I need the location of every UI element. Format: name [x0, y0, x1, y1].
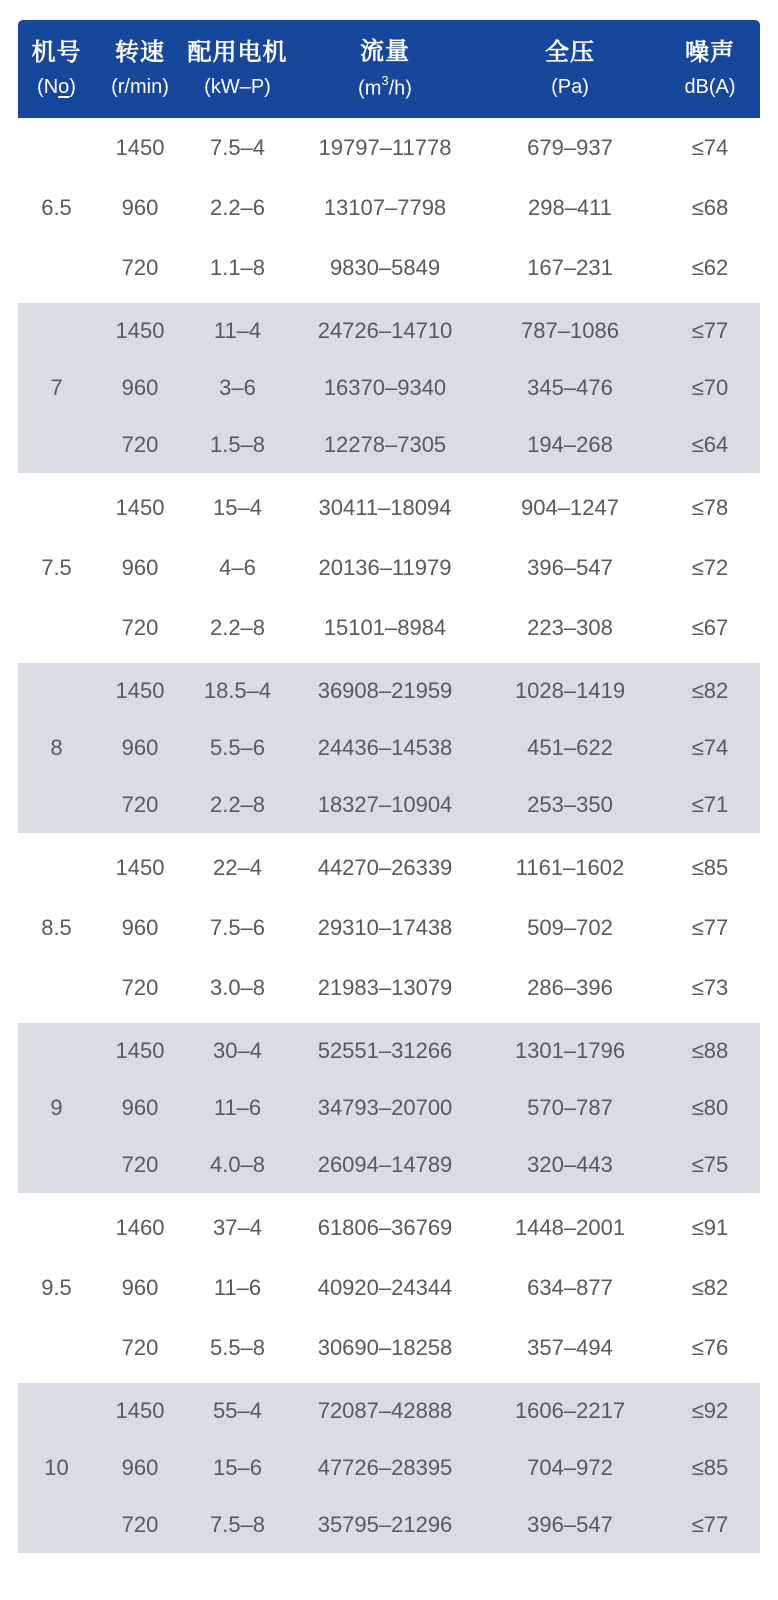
column-title: 配用电机 [187, 39, 288, 66]
cell-noise: ≤92 [691, 1398, 729, 1424]
table-row [95, 958, 760, 1018]
cell-noise: ≤82 [691, 1275, 729, 1300]
cell-flow: 30411–18094 [318, 495, 452, 520]
table-row [95, 1318, 760, 1378]
table-row [95, 360, 760, 417]
table-row [95, 720, 760, 777]
cell-noise: ≤85 [691, 855, 729, 880]
column-header-flow [290, 37, 480, 100]
cell-pressure: 1161–1602 [515, 855, 625, 880]
fan-size-number: 8.5 [41, 915, 72, 940]
cell-motor: 11–6 [213, 1095, 262, 1120]
cell-noise: ≤85 [691, 1455, 729, 1480]
cell-speed: 1450 [115, 135, 165, 160]
cell-speed: 960 [121, 375, 159, 400]
cell-pressure: 396–547 [527, 1511, 613, 1537]
cell-motor: 11–6 [213, 1275, 262, 1300]
cell-speed: 1460 [115, 1215, 165, 1240]
cell-noise: ≤70 [691, 375, 729, 400]
cell-pressure: 223–308 [527, 615, 613, 640]
column-title: 机号 [31, 39, 82, 66]
table-row [95, 1496, 760, 1553]
cell-motor: 3–6 [219, 375, 256, 400]
fan-size-group [18, 298, 760, 478]
cell-noise: ≤80 [691, 1095, 729, 1120]
cell-speed: 720 [121, 1151, 159, 1177]
cell-speed: 1450 [115, 1398, 165, 1424]
fan-size-group [18, 1018, 760, 1198]
cell-motor: 5.5–8 [209, 1335, 266, 1360]
table-row [95, 178, 760, 238]
cell-noise: ≤64 [691, 431, 729, 457]
cell-motor: 15–6 [213, 1455, 262, 1480]
table-row [95, 1023, 760, 1080]
cell-pressure: 787–1086 [521, 318, 619, 344]
cell-speed: 720 [121, 791, 159, 817]
group-rows [95, 118, 760, 298]
cell-speed: 1450 [115, 318, 165, 344]
table-row [95, 1383, 760, 1440]
table-row [95, 238, 760, 298]
cell-speed: 960 [121, 1095, 159, 1120]
cell-pressure: 451–622 [527, 735, 613, 760]
cell-flow: 52551–31266 [317, 1038, 453, 1064]
cell-flow: 24726–14710 [317, 318, 453, 344]
cell-noise: ≤62 [691, 255, 729, 280]
cell-motor: 2.2–8 [209, 791, 266, 817]
cell-speed: 1450 [115, 495, 165, 520]
fan-size-group [18, 658, 760, 838]
cell-pressure: 1606–2217 [514, 1398, 626, 1424]
cell-pressure: 704–972 [527, 1455, 613, 1480]
table-body [18, 118, 760, 1558]
cell-flow: 40920–24344 [317, 1275, 453, 1300]
cell-noise: ≤68 [691, 195, 729, 220]
cell-speed: 1450 [115, 678, 165, 704]
cell-motor: 11–4 [213, 318, 262, 344]
cell-noise: ≤91 [691, 1215, 729, 1240]
cell-speed: 720 [121, 431, 159, 457]
cell-speed: 1450 [115, 1038, 165, 1064]
cell-noise: ≤76 [691, 1335, 729, 1360]
cell-flow: 19797–11778 [318, 135, 452, 160]
cell-motor: 55–4 [213, 1398, 262, 1424]
column-title: 流量 [360, 37, 410, 65]
column-title: 转速 [115, 39, 165, 66]
cell-flow: 36908–21959 [317, 678, 453, 704]
cell-pressure: 357–494 [527, 1335, 613, 1360]
fan-spec-table [18, 20, 760, 1558]
cell-speed: 960 [121, 735, 159, 760]
cell-pressure: 509–702 [527, 915, 613, 940]
cell-flow: 15101–8984 [323, 615, 447, 640]
column-unit: dB(A) [684, 76, 736, 98]
cell-noise: ≤75 [691, 1151, 729, 1177]
table-row [95, 598, 760, 658]
cell-motor: 4.0–8 [209, 1151, 266, 1177]
cell-speed: 720 [121, 975, 159, 1000]
column-header-pressure [480, 41, 660, 97]
cell-speed: 960 [121, 195, 159, 220]
column-unit: (No) [37, 76, 76, 98]
cell-pressure: 253–350 [527, 791, 613, 817]
column-unit: (r/min) [111, 76, 169, 98]
cell-speed: 720 [121, 1511, 159, 1537]
cell-pressure: 298–411 [527, 195, 612, 220]
cell-flow: 20136–11979 [318, 555, 452, 580]
group-rows [95, 838, 760, 1018]
cell-motor: 2.2–8 [209, 615, 266, 640]
cell-flow: 72087–42888 [317, 1398, 453, 1424]
group-rows [95, 303, 760, 473]
cell-motor: 37–4 [213, 1215, 262, 1240]
cell-pressure: 345–476 [527, 375, 613, 400]
table-row [95, 1136, 760, 1193]
table-row [95, 1080, 760, 1137]
cell-flow: 16370–9340 [323, 375, 447, 400]
cell-noise: ≤72 [691, 555, 729, 580]
fan-size-group [18, 1198, 760, 1378]
fan-size-number: 9 [50, 1095, 63, 1120]
cell-flow: 47726–28395 [317, 1455, 453, 1480]
fan-size-group [18, 1378, 760, 1558]
group-rows [95, 1383, 760, 1553]
table-row [95, 478, 760, 538]
cell-pressure: 679–937 [527, 135, 613, 160]
cell-motor: 15–4 [213, 495, 262, 520]
cell-pressure: 570–787 [527, 1095, 613, 1120]
cell-speed: 720 [121, 255, 159, 280]
cell-flow: 44270–26339 [317, 855, 453, 880]
cell-flow: 24436–14538 [317, 735, 453, 760]
cell-noise: ≤77 [691, 1511, 729, 1537]
column-title: 噪声 [685, 39, 735, 66]
cell-speed: 960 [121, 1275, 159, 1300]
table-row [95, 416, 760, 473]
table-row [95, 838, 760, 898]
cell-flow: 30690–18258 [317, 1335, 453, 1360]
cell-pressure: 396–547 [527, 555, 613, 580]
cell-flow: 26094–14789 [317, 1151, 453, 1177]
cell-speed: 720 [121, 1335, 159, 1360]
column-unit: (kW–P) [204, 76, 271, 98]
cell-noise: ≤74 [691, 735, 729, 760]
column-unit: $(m^3/h)$ [358, 72, 412, 100]
table-row [95, 776, 760, 833]
cell-noise: ≤82 [691, 678, 729, 704]
cell-pressure: 320–443 [527, 1151, 613, 1177]
fan-size-group [18, 478, 760, 658]
fan-size-number: 9.5 [41, 1275, 72, 1300]
table-row [95, 1440, 760, 1497]
table-row [95, 1198, 760, 1258]
cell-motor: 2.2–6 [209, 195, 266, 220]
cell-motor: 22–4 [213, 855, 262, 880]
cell-speed: 720 [121, 615, 159, 640]
group-rows [95, 478, 760, 658]
cell-flow: 18327–10904 [317, 791, 453, 817]
cell-motor: 4–6 [219, 555, 256, 580]
cell-speed: 960 [121, 555, 159, 580]
group-rows [95, 1198, 760, 1378]
cell-flow: 29310–17438 [317, 915, 453, 940]
table-row [95, 898, 760, 958]
cell-pressure: 167–231 [527, 255, 613, 280]
group-rows [95, 663, 760, 833]
cell-motor: 30–4 [213, 1038, 262, 1064]
column-unit: (Pa) [551, 76, 589, 98]
table-row [95, 538, 760, 598]
cell-flow: 9830–5849 [329, 255, 441, 280]
cell-noise: ≤71 [691, 791, 729, 817]
column-header-speed [95, 41, 185, 97]
cell-motor: 7.5–8 [209, 1511, 266, 1537]
cell-pressure: 634–877 [527, 1275, 613, 1300]
table-row [95, 1258, 760, 1318]
cell-motor: 7.5–6 [209, 915, 266, 940]
group-rows [95, 1023, 760, 1193]
cell-noise: ≤73 [691, 975, 729, 1000]
cell-pressure: 904–1247 [521, 495, 619, 520]
cell-speed: 960 [121, 1455, 159, 1480]
cell-noise: ≤78 [691, 495, 729, 520]
cell-flow: 61806–36769 [317, 1215, 453, 1240]
column-header-noise [660, 41, 760, 97]
cell-motor: 18.5–4 [203, 678, 272, 704]
cell-flow: 34793–20700 [317, 1095, 453, 1120]
fan-size-number: 7.5 [41, 555, 72, 580]
fan-size-number: 8 [50, 735, 63, 760]
cell-speed: 1450 [115, 855, 165, 880]
cell-flow: 12278–7305 [323, 431, 447, 457]
fan-size-number: 6.5 [41, 195, 72, 220]
cell-noise: ≤77 [691, 318, 729, 344]
cell-noise: ≤74 [691, 135, 729, 160]
cell-noise: ≤88 [691, 1038, 729, 1064]
cell-speed: 960 [121, 915, 159, 940]
cell-noise: ≤77 [691, 915, 729, 940]
cell-motor: 3.0–8 [209, 975, 266, 1000]
cell-flow: 21983–13079 [317, 975, 453, 1000]
cell-pressure: 286–396 [527, 975, 613, 1000]
fan-size-group [18, 118, 760, 298]
cell-flow: 13107–7798 [323, 195, 447, 220]
fan-size-group [18, 838, 760, 1018]
table-header [18, 20, 760, 118]
table-row [95, 118, 760, 178]
table-row [95, 663, 760, 720]
column-header-model-no [18, 41, 95, 97]
table-row [95, 303, 760, 360]
cell-motor: 5.5–6 [209, 735, 266, 760]
fan-size-number: 10 [44, 1455, 69, 1480]
cell-pressure: 1028–1419 [514, 678, 626, 704]
cell-pressure: 1301–1796 [514, 1038, 626, 1064]
cell-pressure: 194–268 [527, 431, 613, 457]
cell-noise: ≤67 [691, 615, 729, 640]
cell-motor: 7.5–4 [209, 135, 266, 160]
fan-size-number: 7 [50, 375, 63, 400]
cell-motor: 1.1–8 [209, 255, 266, 280]
column-title: 全压 [545, 39, 595, 66]
cell-motor: 1.5–8 [209, 431, 266, 457]
cell-pressure: 1448–2001 [514, 1215, 626, 1240]
cell-flow: 35795–21296 [317, 1511, 453, 1537]
column-header-motor [185, 41, 290, 97]
